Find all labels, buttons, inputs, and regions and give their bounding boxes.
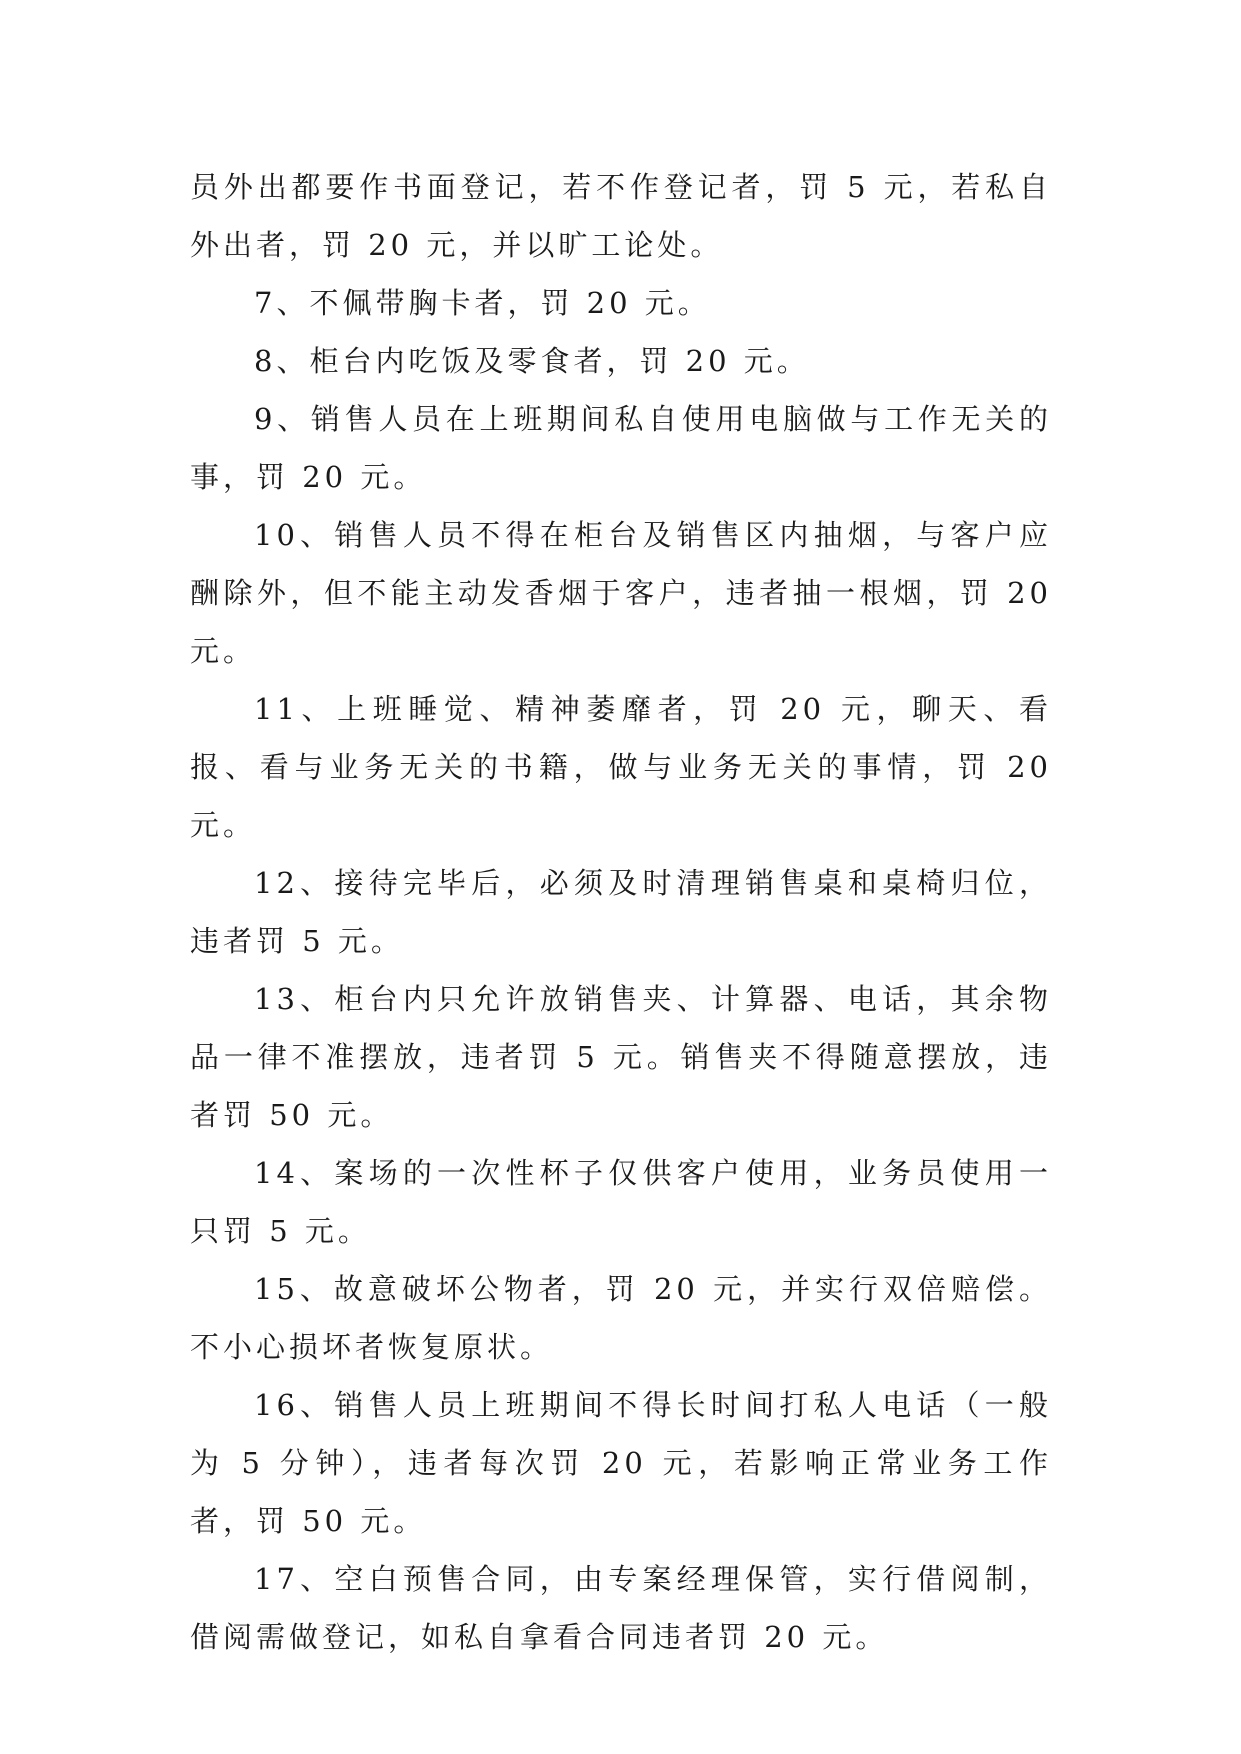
paragraph-rule-7: 7、不佩带胸卡者，罚 20 元。 <box>254 286 711 320</box>
paragraph-rule-10: 10、销售人员不得在柜台及销售区内抽烟，与客户应酬除外，但不能主动发香烟于客户，违者抽一根烟，罚 20 元。 <box>190 518 1052 668</box>
paragraph-rule-16: 16、销售人员上班期间不得长时间打私人电话（一般为 5 分钟），违者每次罚 20 元，若影响正常业务工作者，罚 50 元。 <box>190 1388 1052 1538</box>
paragraph-rule-12: 12、接待完毕后，必须及时清理销售桌和桌椅归位，违者罚 5 元。 <box>190 866 1052 958</box>
paragraph-continuation: 员外出都要作书面登记，若不作登记者，罚 5 元，若私自外出者，罚 20 元，并以旷工论处。 <box>190 170 1052 262</box>
paragraph-rule-11: 11、上班睡觉、精神萎靡者，罚 20 元，聊天、看报、看与业务无关的书籍，做与业务无关的事情，罚 20 元。 <box>190 692 1052 842</box>
document-body <box>190 158 1052 1666</box>
paragraph-rule-17: 17、空白预售合同，由专案经理保管，实行借阅制，借阅需做登记，如私自拿看合同违者罚 20 元。 <box>190 1562 1052 1654</box>
paragraph-rule-8: 8、柜台内吃饭及零食者，罚 20 元。 <box>254 344 810 378</box>
paragraph-rule-15: 15、故意破坏公物者，罚 20 元，并实行双倍赔偿。不小心损坏者恢复原状。 <box>190 1272 1052 1364</box>
paragraph-rule-13: 13、柜台内只允许放销售夹、计算器、电话，其余物品一律不准摆放，违者罚 5 元。销售夹不得随意摆放，违者罚 50 元。 <box>190 982 1052 1132</box>
paragraph-rule-14: 14、案场的一次性杯子仅供客户使用，业务员使用一只罚 5 元。 <box>190 1156 1052 1248</box>
paragraph-rule-9: 9、销售人员在上班期间私自使用电脑做与工作无关的事，罚 20 元。 <box>190 402 1052 494</box>
